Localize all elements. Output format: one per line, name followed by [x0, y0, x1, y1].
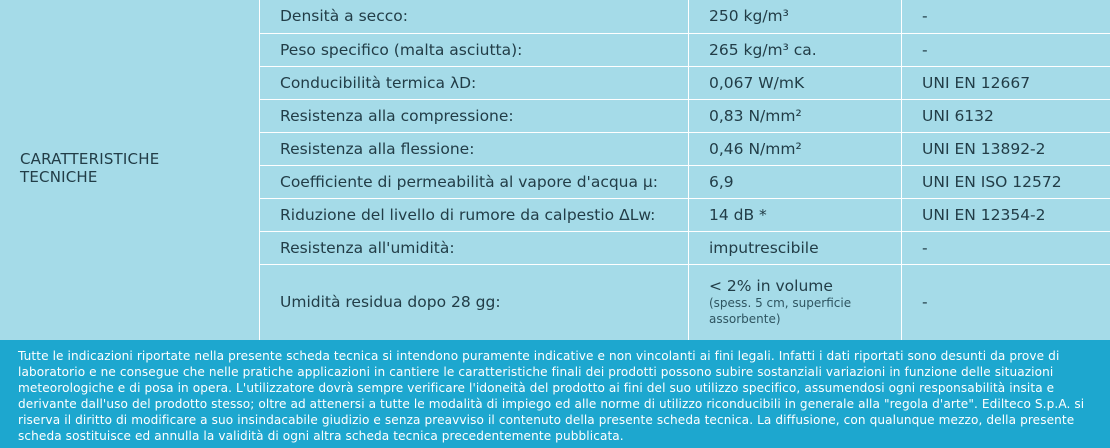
- property-value: < 2% in volume: [709, 277, 833, 295]
- property-label: Umidità residua dopo 28 gg:: [260, 264, 689, 340]
- disclaimer-footer: [0, 340, 1110, 448]
- property-value: 265 kg/m³ ca.: [689, 33, 902, 66]
- property-value: 14 dB *: [689, 198, 902, 231]
- standard-reference: -: [902, 231, 1110, 264]
- property-label: Resistenza alla flessione:: [260, 132, 689, 165]
- table-row: [260, 231, 1110, 264]
- property-label: Conducibilità termica λD:: [260, 66, 689, 99]
- standard-reference: UNI EN 12354-2: [902, 198, 1110, 231]
- standard-reference: -: [902, 33, 1110, 66]
- property-value: 250 kg/m³: [689, 0, 902, 33]
- property-label: Riduzione del livello di rumore da calpestio ΔLw:: [260, 198, 689, 231]
- section-label-line-2: TECNICHE: [20, 168, 98, 186]
- standard-reference: -: [902, 264, 1110, 340]
- table-row: [260, 66, 1110, 99]
- property-label: Peso specifico (malta asciutta):: [260, 33, 689, 66]
- property-label: Resistenza all'umidità:: [260, 231, 689, 264]
- property-value: imputrescibile: [689, 231, 902, 264]
- table-row: [260, 165, 1110, 198]
- property-label: Resistenza alla compressione:: [260, 99, 689, 132]
- standard-reference: -: [902, 0, 1110, 33]
- property-label: Coefficiente di permeabilità al vapore d'acqua μ:: [260, 165, 689, 198]
- table-row: [260, 0, 1110, 33]
- table-row: [260, 33, 1110, 66]
- table-row: [260, 99, 1110, 132]
- property-label: Densità a secco:: [260, 0, 689, 33]
- property-value: 0,83 N/mm²: [689, 99, 902, 132]
- standard-reference: UNI EN 12667: [902, 66, 1110, 99]
- property-value: 0,067 W/mK: [689, 66, 902, 99]
- section-label-line-1: CARATTERISTICHE: [20, 150, 160, 168]
- technical-specs-table: [259, 0, 1110, 341]
- property-value: 0,46 N/mm²: [689, 132, 902, 165]
- standard-reference: UNI EN 13892-2: [902, 132, 1110, 165]
- standard-reference: UNI 6132: [902, 99, 1110, 132]
- table-row: [260, 132, 1110, 165]
- property-value: 6,9: [689, 165, 902, 198]
- standard-reference: UNI EN ISO 12572: [902, 165, 1110, 198]
- property-value-cell: [689, 264, 902, 340]
- section-label: [20, 150, 240, 186]
- table-row: [260, 264, 1110, 340]
- property-value-note: (spess. 5 cm, superficie assorbente): [709, 296, 852, 326]
- disclaimer-text: Tutte le indicazioni riportate nella presente scheda tecnica si intendono puramente indicative e non vincolanti ai fini legali. Infatti i dati riportati sono desunti da prove di laboratorio e ne consegue che nelle pratiche applicazioni in cantiere le caratteristiche finali dei prodotti possono subire sostanziali variazioni in funzione delle situazioni meteorologiche e di posa in opera. L'utilizzatore dovrà sempre verificare l'idoneità del prodotto ai fini del suo utilizzo specifico, assumendosi ogni responsabilità insita e derivante dall'uso del prodotto stesso; oltre ad attenersi a tutte le modalità di impiego ed alle norme di utilizzo riconducibili in generale alla "regola d'arte". Edilteco S.p.A. si riserva il diritto di modificare a suo insindacabile giudizio e senza preavviso il contenuto della presente scheda tecnica. La diffusione, con qualunque mezzo, della presente scheda sostituisce ed annulla la validità di ogni altra scheda tecnica precedentemente pubblicata.: [18, 349, 1085, 443]
- table-row: [260, 198, 1110, 231]
